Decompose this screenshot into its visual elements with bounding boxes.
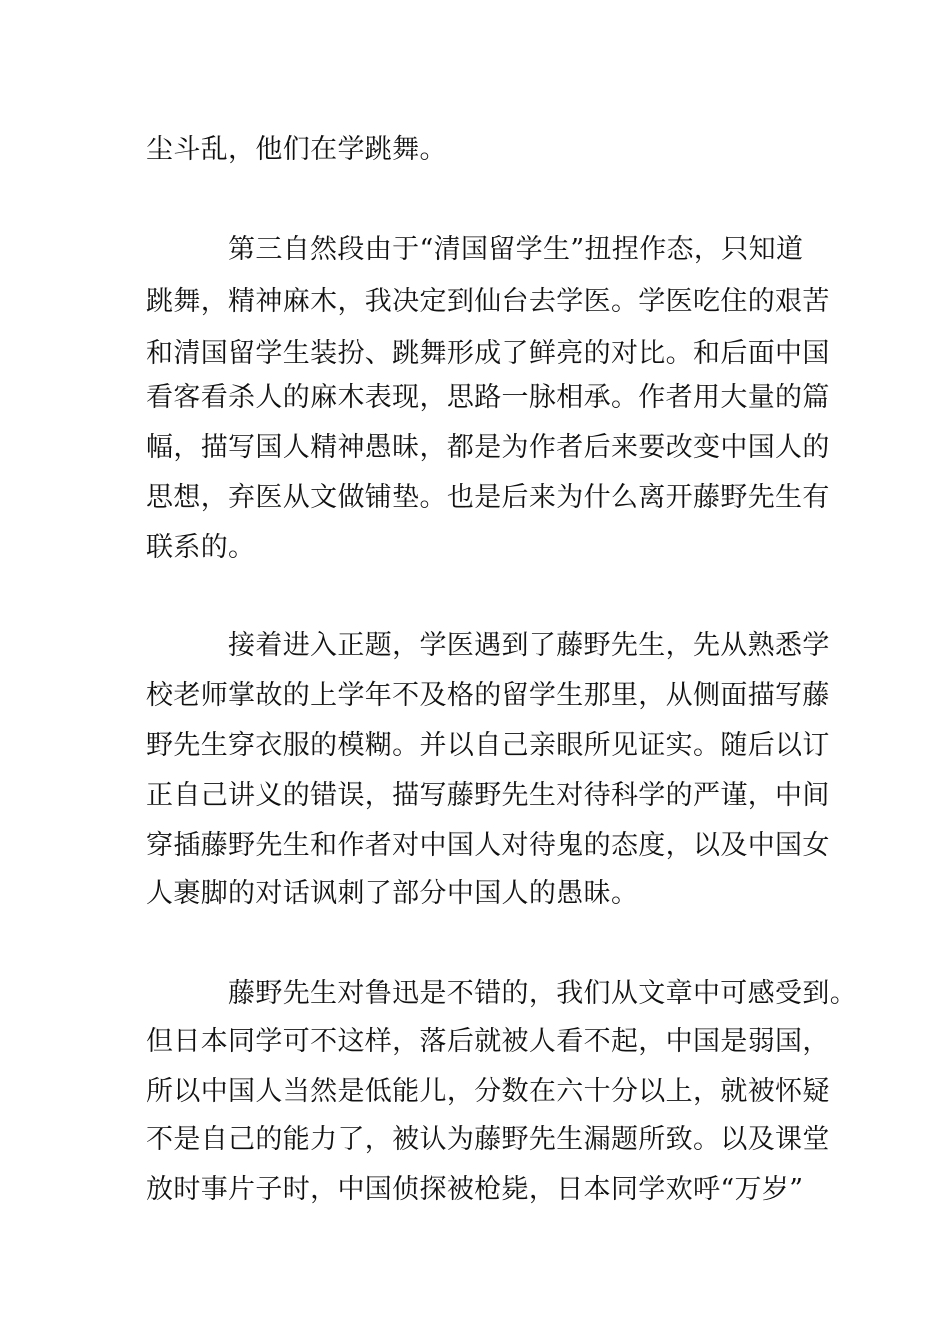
paragraph-3-line-5: 穿插藤野先生和作者对中国人对待鬼的态度，以及中国女 xyxy=(146,830,830,861)
paragraph-4-line-5: 放时事片子时，中国侦探被枪毙，日本同学欢呼“万岁” xyxy=(146,1174,804,1205)
paragraph-2-line-5: 幅，描写国人精神愚昧，都是为作者后来要改变中国人的 xyxy=(146,432,830,463)
paragraph-2-line-3: 和清国留学生装扮、跳舞形成了鲜亮的对比。和后面中国 xyxy=(146,338,830,369)
paragraph-4-line-3: 所以中国人当然是低能儿，分数在六十分以上，就被怀疑 xyxy=(146,1076,830,1107)
paragraph-3-line-2: 校老师掌故的上学年不及格的留学生那里，从侧面描写藤 xyxy=(146,680,830,711)
paragraph-1-line-1: 尘斗乱，他们在学跳舞。 xyxy=(146,134,447,165)
paragraph-2-line-7: 联系的。 xyxy=(146,532,256,563)
paragraph-3-line-3: 野先生穿衣服的模糊。并以自己亲眼所见证实。随后以订 xyxy=(146,730,830,761)
paragraph-3-line-6: 人裹脚的对话讽刺了部分中国人的愚昧。 xyxy=(146,878,639,909)
paragraph-2-line-4: 看客看杀人的麻木表现，思路一脉相承。作者用大量的篇 xyxy=(146,382,830,413)
paragraph-2-line-6: 思想，弃医从文做铺垫。也是后来为什么离开藤野先生有 xyxy=(146,482,830,513)
paragraph-2-line-2: 跳舞，精神麻木，我决定到仙台去学医。学医吃住的艰苦 xyxy=(146,286,830,317)
paragraph-4-line-2: 但日本同学可不这样，落后就被人看不起，中国是弱国， xyxy=(146,1026,830,1057)
paragraph-4-line-1: 藤野先生对鲁迅是不错的，我们从文章中可感受到。 xyxy=(228,978,858,1009)
paragraph-3-line-1: 接着进入正题，学医遇到了藤野先生，先从熟悉学 xyxy=(228,630,830,661)
paragraph-3-line-4: 正自己讲义的错误，描写藤野先生对待科学的严谨，中间 xyxy=(146,780,830,811)
paragraph-4-line-4: 不是自己的能力了，被认为藤野先生漏题所致。以及课堂 xyxy=(146,1124,830,1155)
paragraph-2-line-1: 第三自然段由于“清国留学生”扭捏作态，只知道 xyxy=(228,234,804,265)
